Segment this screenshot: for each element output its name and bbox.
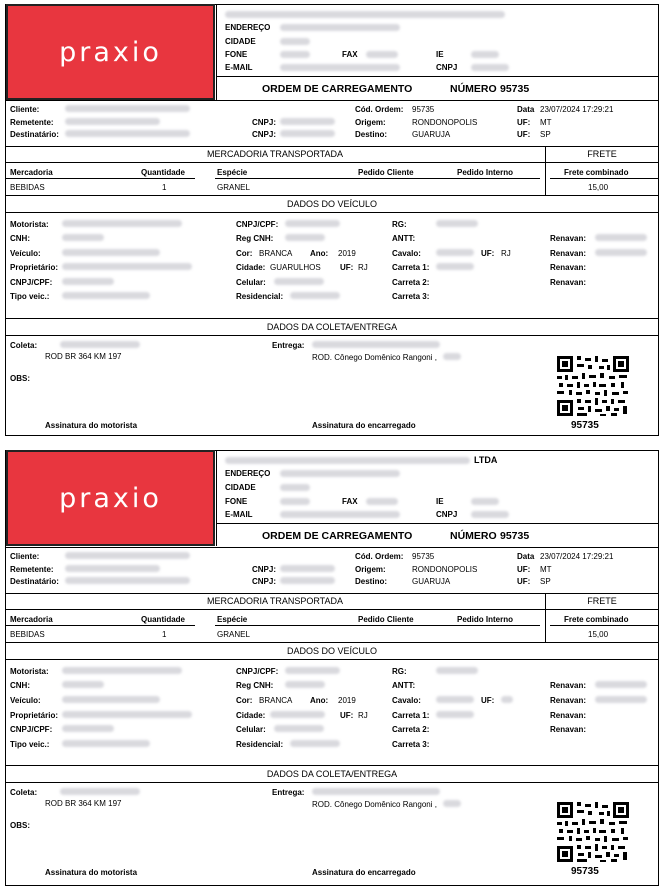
company-suffix: LTDA — [474, 455, 498, 465]
label-cnpj-dest: CNPJ: — [252, 577, 277, 586]
label-uf-cavalo: UF: — [481, 249, 495, 258]
label-motorista: Motorista: — [10, 220, 49, 229]
label-fax: FAX — [342, 497, 358, 506]
label-entrega: Entrega: — [272, 341, 305, 350]
qr-code — [555, 354, 631, 418]
label-data: Data — [517, 105, 535, 114]
label-celular: Celular: — [236, 725, 266, 734]
destino: GUARUJA — [412, 577, 451, 586]
label-destinatario: Destinatário: — [10, 577, 59, 586]
col-mercadoria: Mercadoria — [10, 168, 53, 177]
label-cnpj-cpf: CNPJ/CPF: — [10, 725, 53, 734]
row-mercadoria: BEBIDAS — [10, 183, 45, 192]
label-cidade: Cidade: — [236, 711, 266, 720]
label-tipo-veic: Tipo veic.: — [10, 292, 50, 301]
order-title: ORDEM DE CARREGAMENTO — [262, 83, 413, 95]
label-fax: FAX — [342, 50, 358, 59]
assinatura-motorista: Assinatura do motorista — [45, 421, 138, 430]
qr-number: 95735 — [571, 420, 599, 431]
label-data: Data — [517, 552, 535, 561]
cidade: GUARULHOS — [270, 263, 321, 272]
assinatura-motorista: Assinatura do motorista — [45, 868, 138, 877]
label-renavan-2: Renavan: — [550, 696, 587, 705]
label-renavan-4: Renavan: — [550, 725, 587, 734]
label-residencial: Residencial: — [236, 740, 284, 749]
label-carreta-3: Carreta 3: — [392, 740, 430, 749]
coleta-endereco: ROD BR 364 KM 197 — [45, 352, 122, 361]
vehicle-section-title: DADOS DO VEÍCULO — [286, 199, 378, 209]
label-ano: Ano: — [310, 696, 329, 705]
label-uf-cidade: UF: — [340, 263, 354, 272]
praxio-logo: praxio — [8, 6, 213, 98]
frete-title: FRETE — [587, 149, 617, 159]
qr-number: 95735 — [571, 866, 599, 877]
row-especie: GRANEL — [217, 183, 250, 192]
label-uf-cavalo: UF: — [481, 696, 495, 705]
label-endereco: ENDEREÇO — [225, 23, 271, 32]
label-cnpj: CNPJ — [436, 510, 458, 519]
label-uf-cidade: UF: — [340, 711, 354, 720]
uf-destino: SP — [540, 577, 551, 586]
label-obs: OBS: — [10, 821, 30, 830]
label-origem: Origem: — [355, 118, 386, 127]
label-uf-destino: UF: — [517, 130, 531, 139]
label-cod-ordem: Cód. Ordem: — [355, 552, 404, 561]
label-email: E-MAIL — [225, 63, 253, 72]
label-antt: ANTT: — [392, 681, 416, 690]
label-cidade: CIDADE — [225, 37, 256, 46]
col-frete-combinado: Frete combinado — [564, 168, 629, 177]
uf-origem: MT — [540, 118, 552, 127]
label-destino: Destino: — [355, 130, 387, 139]
label-destino: Destino: — [355, 577, 387, 586]
col-quantidade: Quantidade — [141, 615, 186, 624]
entrega-endereco: ROD. Cônego Domênico Rangoni , — [312, 353, 437, 362]
ano: 2019 — [338, 696, 356, 705]
label-cnpj-cpf-motorista: CNPJ/CPF: — [236, 667, 279, 676]
label-carreta-3: Carreta 3: — [392, 292, 430, 301]
ano: 2019 — [338, 249, 356, 258]
label-coleta: Coleta: — [10, 341, 38, 350]
pickup-section-title: DADOS DA COLETA/ENTREGA — [266, 322, 398, 332]
label-cavalo: Cavalo: — [392, 696, 421, 705]
label-renavan-3: Renavan: — [550, 263, 587, 272]
coleta-endereco: ROD BR 364 KM 197 — [45, 799, 122, 808]
label-fone: FONE — [225, 497, 248, 506]
label-proprietario: Proprietário: — [10, 263, 59, 272]
label-cnpj-rem: CNPJ: — [252, 565, 277, 574]
label-ie: IE — [436, 497, 444, 506]
label-veiculo: Veículo: — [10, 696, 41, 705]
data: 23/07/2024 17:29:21 — [540, 552, 614, 561]
uf-cidade: RJ — [358, 263, 368, 272]
label-cnh: CNH: — [10, 681, 30, 690]
order-number: 95735 — [500, 83, 530, 95]
assinatura-encarregado: Assinatura do encarregado — [312, 868, 416, 877]
label-ie: IE — [436, 50, 444, 59]
origem: RONDONOPOLIS — [412, 118, 478, 127]
label-cnpj-dest: CNPJ: — [252, 130, 277, 139]
row-quantidade: 1 — [162, 630, 167, 639]
label-reg-cnh: Reg CNH: — [236, 681, 274, 690]
row-mercadoria: BEBIDAS — [10, 630, 45, 639]
order-number-label: NÚMERO — [450, 530, 497, 542]
label-carreta-2: Carreta 2: — [392, 725, 430, 734]
label-celular: Celular: — [236, 278, 266, 287]
col-pedido-cliente: Pedido Cliente — [358, 168, 414, 177]
label-renavan-2: Renavan: — [550, 249, 587, 258]
label-carreta-2: Carreta 2: — [392, 278, 430, 287]
label-cnpj-rem: CNPJ: — [252, 118, 277, 127]
label-renavan-3: Renavan: — [550, 711, 587, 720]
label-cliente: Cliente: — [10, 552, 40, 561]
label-uf-origem: UF: — [517, 565, 531, 574]
col-frete-combinado: Frete combinado — [564, 615, 629, 624]
label-cavalo: Cavalo: — [392, 249, 421, 258]
col-pedido-cliente: Pedido Cliente — [358, 615, 414, 624]
label-coleta: Coleta: — [10, 788, 38, 797]
frete-title: FRETE — [587, 596, 617, 606]
label-carreta-1: Carreta 1: — [392, 263, 430, 272]
uf-origem: MT — [540, 565, 552, 574]
label-cnh: CNH: — [10, 234, 30, 243]
label-cnpj: CNPJ — [436, 63, 458, 72]
cod-ordem: 95735 — [412, 105, 435, 114]
label-obs: OBS: — [10, 374, 30, 383]
label-antt: ANTT: — [392, 234, 416, 243]
label-rg: RG: — [392, 220, 407, 229]
label-reg-cnh: Reg CNH: — [236, 234, 274, 243]
label-veiculo: Veículo: — [10, 249, 41, 258]
label-cidade: Cidade: — [236, 263, 266, 272]
order-number: 95735 — [500, 530, 530, 542]
cargo-section-title: MERCADORIA TRANSPORTADA — [206, 596, 344, 606]
row-especie: GRANEL — [217, 630, 250, 639]
label-uf-origem: UF: — [517, 118, 531, 127]
col-pedido-interno: Pedido Interno — [457, 168, 513, 177]
label-proprietario: Proprietário: — [10, 711, 59, 720]
cargo-section-title: MERCADORIA TRANSPORTADA — [206, 149, 344, 159]
destino: GUARUJA — [412, 130, 451, 139]
cod-ordem: 95735 — [412, 552, 435, 561]
uf-cidade: RJ — [358, 711, 368, 720]
uf-destino: SP — [540, 130, 551, 139]
label-renavan-4: Renavan: — [550, 278, 587, 287]
label-uf-destino: UF: — [517, 577, 531, 586]
row-quantidade: 1 — [162, 183, 167, 192]
order-title: ORDEM DE CARREGAMENTO — [262, 530, 413, 542]
label-cnpj-cpf: CNPJ/CPF: — [10, 278, 53, 287]
label-origem: Origem: — [355, 565, 386, 574]
label-email: E-MAIL — [225, 510, 253, 519]
entrega-endereco: ROD. Cônego Domênico Rangoni , — [312, 800, 437, 809]
label-renavan-1: Renavan: — [550, 681, 587, 690]
label-entrega: Entrega: — [272, 788, 305, 797]
label-carreta-1: Carreta 1: — [392, 711, 430, 720]
label-endereco: ENDEREÇO — [225, 469, 271, 478]
label-fone: FONE — [225, 50, 248, 59]
col-pedido-interno: Pedido Interno — [457, 615, 513, 624]
label-tipo-veic: Tipo veic.: — [10, 740, 50, 749]
row-frete: 15,00 — [588, 630, 609, 639]
data: 23/07/2024 17:29:21 — [540, 105, 614, 114]
label-remetente: Remetente: — [10, 565, 54, 574]
label-remetente: Remetente: — [10, 118, 54, 127]
label-cnpj-cpf-motorista: CNPJ/CPF: — [236, 220, 279, 229]
label-ano: Ano: — [310, 249, 329, 258]
label-residencial: Residencial: — [236, 292, 284, 301]
origem: RONDONOPOLIS — [412, 565, 478, 574]
pickup-section-title: DADOS DA COLETA/ENTREGA — [266, 769, 398, 779]
label-motorista: Motorista: — [10, 667, 49, 676]
label-renavan-1: Renavan: — [550, 234, 587, 243]
vehicle-section-title: DADOS DO VEÍCULO — [286, 646, 378, 656]
label-cor: Cor: — [236, 696, 253, 705]
label-cod-ordem: Cód. Ordem: — [355, 105, 404, 114]
row-frete: 15,00 — [588, 183, 609, 192]
col-especie: Espécie — [217, 615, 248, 624]
cor: BRANCA — [259, 696, 293, 705]
cor: BRANCA — [259, 249, 293, 258]
col-mercadoria: Mercadoria — [10, 615, 53, 624]
uf-cavalo: RJ — [501, 249, 511, 258]
label-cliente: Cliente: — [10, 105, 40, 114]
label-cidade: CIDADE — [225, 483, 256, 492]
qr-code — [555, 800, 631, 864]
praxio-logo: praxio — [8, 452, 213, 544]
assinatura-encarregado: Assinatura do encarregado — [312, 421, 416, 430]
label-destinatario: Destinatário: — [10, 130, 59, 139]
label-rg: RG: — [392, 667, 407, 676]
col-especie: Espécie — [217, 168, 248, 177]
col-quantidade: Quantidade — [141, 168, 186, 177]
label-cor: Cor: — [236, 249, 253, 258]
order-number-label: NÚMERO — [450, 83, 497, 95]
